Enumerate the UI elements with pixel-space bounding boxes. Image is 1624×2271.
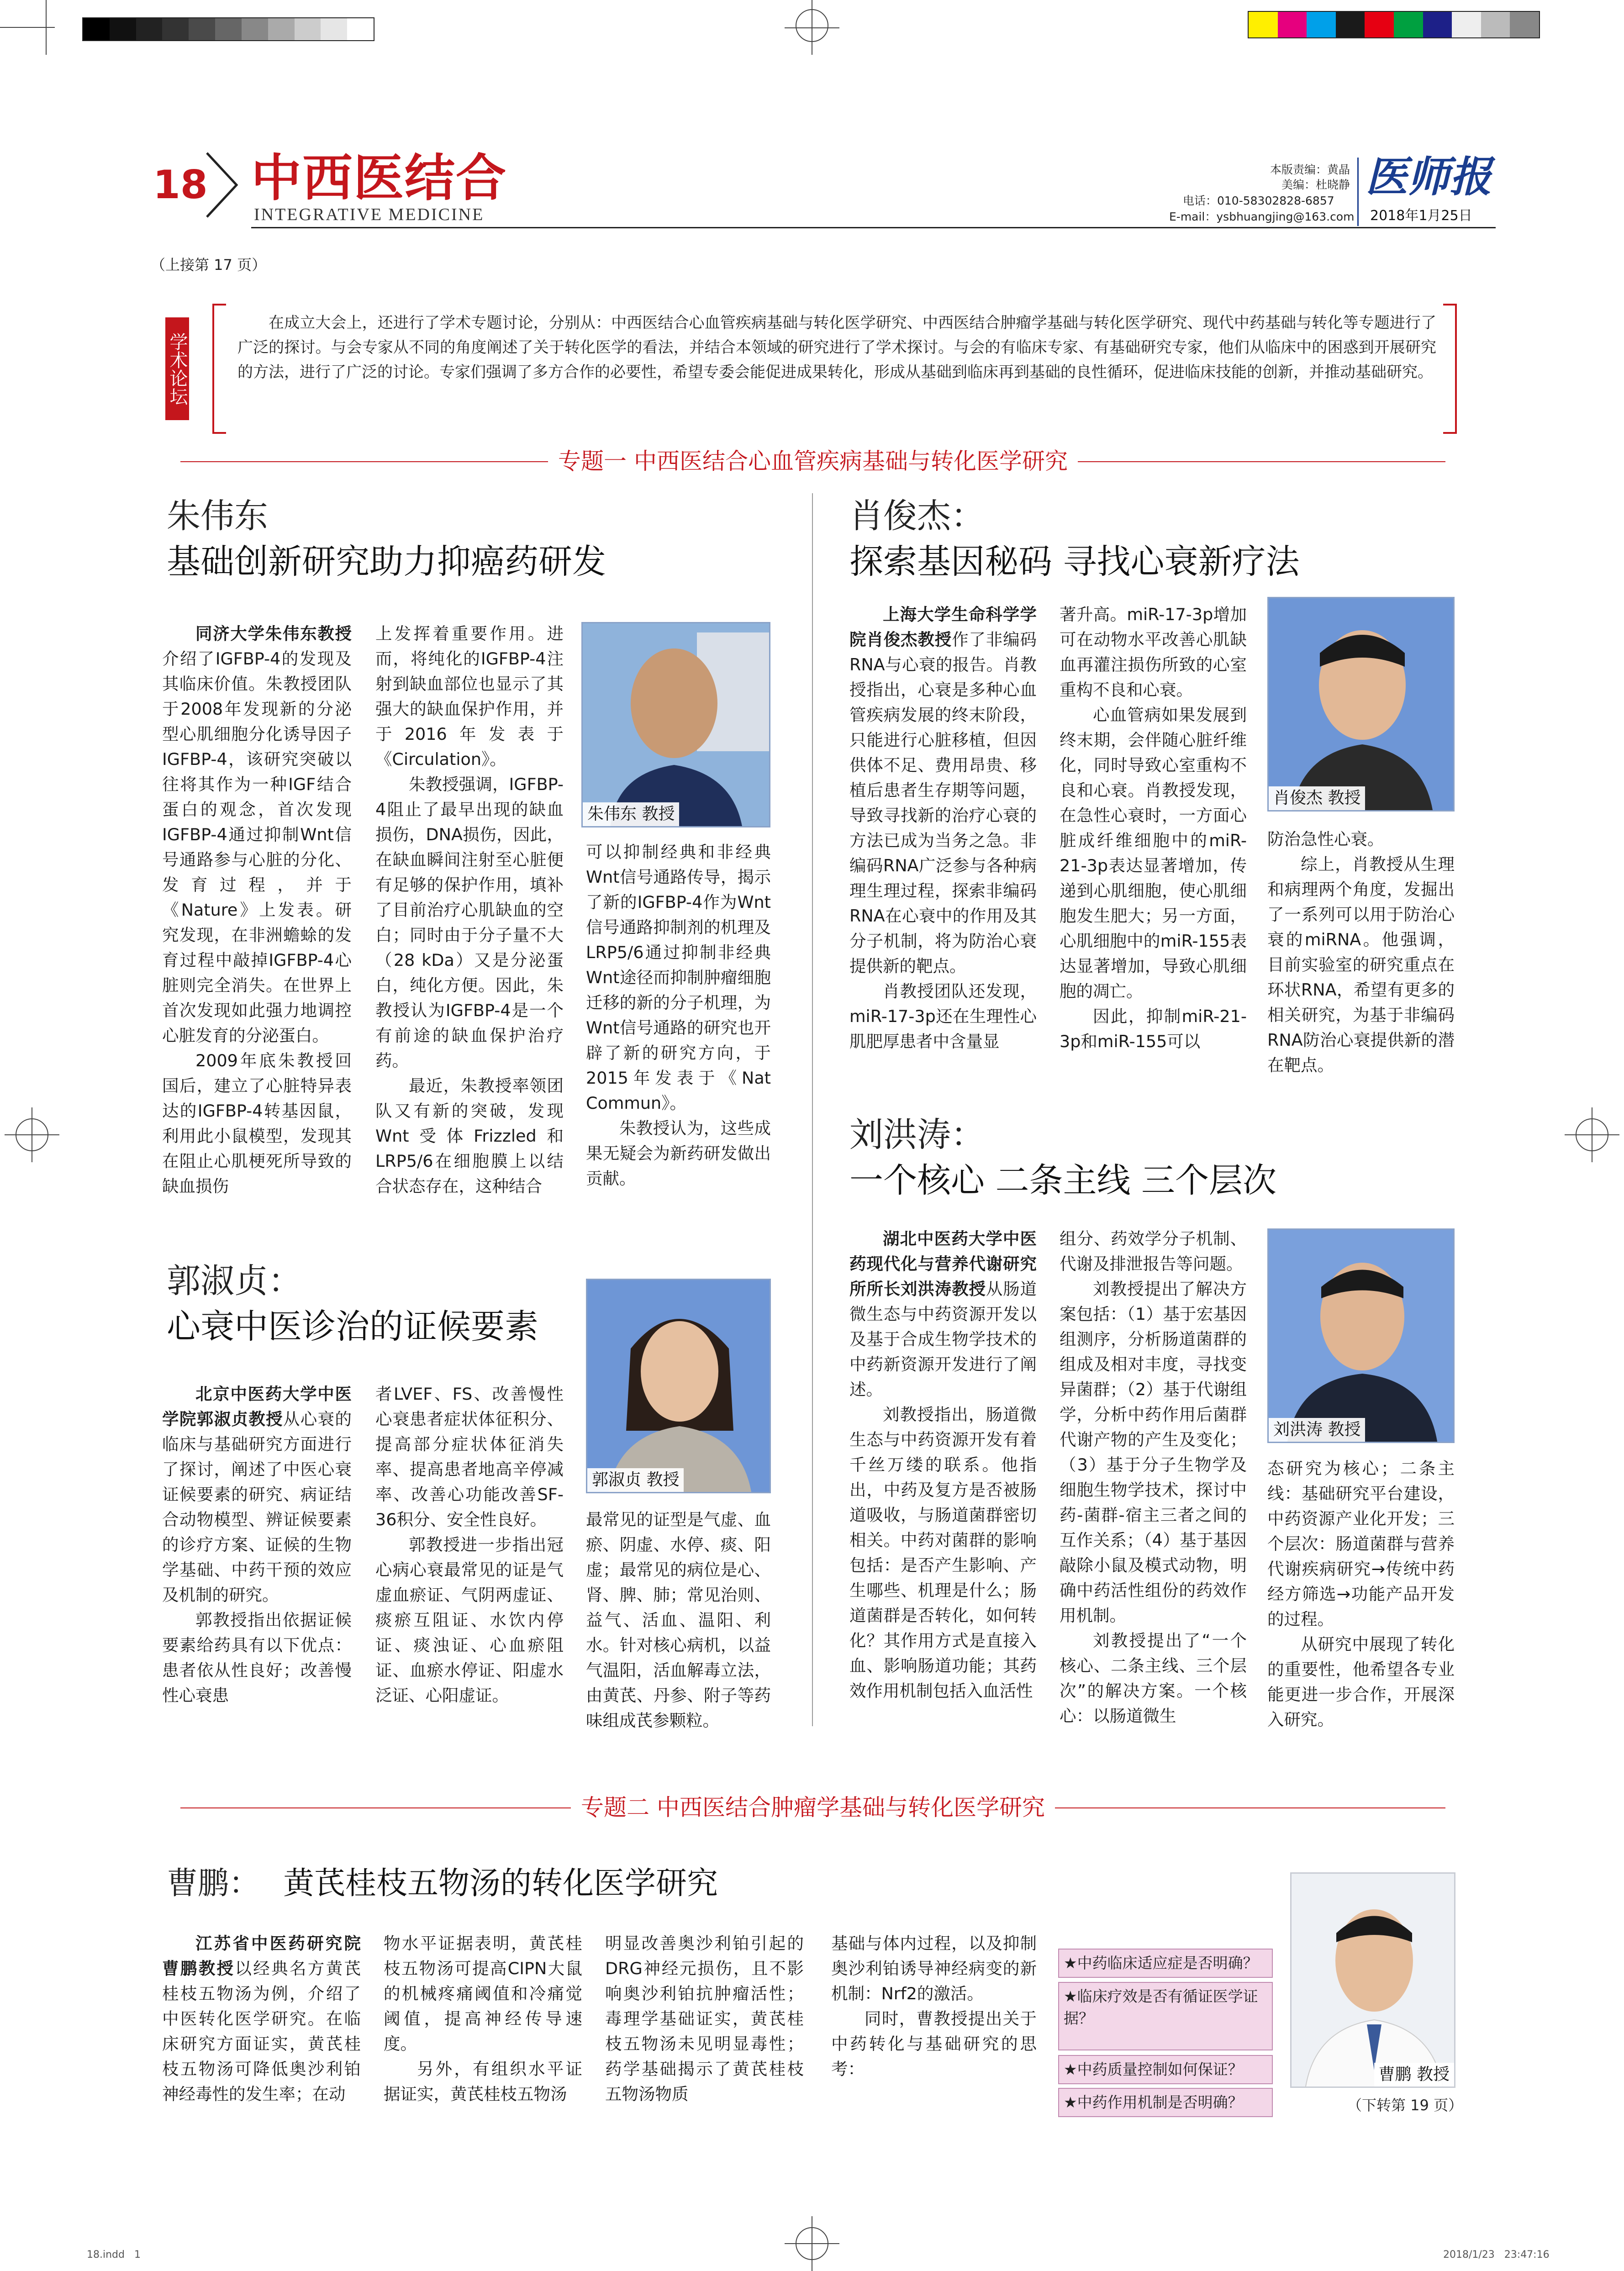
forum-intro: 在成立大会上，还进行了学术专题讨论，分别从：中西医结合心血管疾病基础与转化医学研究、中西医结合肿瘤学基础与转化医学研究、现代中药基础与转化等专题进行了广泛的探讨。与会专家从不同的角度阐述了关于转化医学的看法，并结合本领域的研究进行了学术探讨。与会的有临床专家、有基础研究专家，他们从临床中的困惑到开展研究的方法，进行了广泛的讨论。专家们强调了多方合作的必要性，希望专委会能促进成果转化，形成从基础到临床再到基础的良性循环，促进临床技能的创新，并推动基础研究。 bbox=[237, 314, 1436, 381]
crop-mark-left-top bbox=[0, 0, 55, 55]
registration-gray-strip bbox=[82, 17, 374, 41]
crop-mark-left-middle bbox=[5, 1107, 59, 1162]
header-rule bbox=[251, 227, 1496, 228]
issue-date: 2018年1月25日 bbox=[1370, 208, 1472, 224]
zhu-headline: 基础创新研究助力抑癌药研发 bbox=[167, 542, 606, 581]
guo-name: 郭淑贞： bbox=[167, 1261, 302, 1301]
xiao-name: 肖俊杰： bbox=[849, 496, 985, 536]
guo-col3: 最常见的证型是气虚、血瘀、阴虚、水停、痰、阳虚；最常见的病位是心、肾、脾、肺；常见治则、益气、活血、温阳、利水。针对核心病机，以益气温阳，活血解毒立法，由黄芪、丹参、附子等药味组成芪参颗粒。 bbox=[586, 1510, 771, 1730]
portrait-icon bbox=[1292, 1874, 1455, 2088]
liu-col3: 态研究为核心；二条主线：基础研究平台建设，中药资源产业化开发；三个层次：肠道菌群与营养代谢疾病研究→传统中药经方筛选→功能产品开发的过程。 从研究中展现了转化的重要性，他希望各专业能更进一步合作，开展深入研究。 bbox=[1267, 1459, 1455, 1729]
xiao-col3: 防治急性心衰。 综上，肖教授从生理和病理两个角度，发掘出了一系列可以用于防治心衰的miRNA。他强调，目前实验室的研究重点在环状RNA，希望有更多的相关研究，为基于非编码RNA防治心衰提供新的潜在靶点。 bbox=[1267, 829, 1455, 1075]
zhu-name: 朱伟东 bbox=[167, 496, 268, 536]
crop-mark-right-middle bbox=[1565, 1107, 1619, 1162]
slug-file: 18.indd 1 bbox=[87, 2249, 141, 2260]
guo-col1: 北京中医药大学中医学院郭淑贞教授从心衰的临床与基础研究方面进行了探讨，阐述了中医心衰证候要素的研究、病证结合动物模型、辨证候要素的诊疗方案、证候的生物学基础、中药干预的效应及机制的研究。 郭教授指出依据证候要素给药具有以下优点：患者依从性良好；改善慢性心衰患 bbox=[162, 1384, 352, 1705]
forum-tag bbox=[165, 317, 189, 420]
newspaper-name: 医师报 bbox=[1366, 153, 1492, 201]
topic1-title: 专题一 中西医结合心血管疾病基础与转化医学研究 bbox=[548, 448, 1078, 474]
forum-bracket-left bbox=[212, 304, 226, 434]
liu-col1: 湖北中医药大学中医药现代化与营养代谢研究所所长刘洪涛教授从肠道微生态与中药资源开发以及基于合成生物学技术的中药新资源开发进行了阐述。 刘教授指出，肠道微生态与中药资源开发有着千丝万缕的联系。他指出，中药及复方是否被肠道吸收，与肠道菌群密切相关。中药对菌群的影响包括：是否产生影响、产生哪些、机理是什么；肠道菌群是否转化，如何转化？其作用方式是直接入血、影响肠道功能；其药效作用机制包括入血活性 bbox=[849, 1229, 1037, 1701]
question-box-1: ★中药临床适应症是否明确？ bbox=[1058, 1949, 1273, 1978]
liu-caption: 刘洪涛 教授 bbox=[1269, 1418, 1365, 1442]
zhu-col3: 可以抑制经典和非经典Wnt信号通路传导，揭示了新的IGFBP-4作为Wnt信号通路抑制剂的机理及LRP5/6通过抑制非经典Wnt途径而抑制肿瘤细胞迁移的新的分子机理，为Wnt信号通路的研究也开辟了新的研究方向，于2015年发表于《Nat Commun》。 朱教授认为，这些成果无疑会为新药研发做出贡献。 bbox=[586, 842, 771, 1188]
guo-caption: 郭淑贞 教授 bbox=[587, 1468, 684, 1492]
cao-headline: 黄芪桂枝五物汤的转化医学研究 bbox=[283, 1865, 718, 1902]
xiao-photo bbox=[1267, 597, 1455, 811]
topic2-bar bbox=[180, 1794, 1445, 1821]
portrait-icon bbox=[583, 623, 770, 827]
liu-photo bbox=[1267, 1228, 1455, 1443]
topic1-bar bbox=[180, 448, 1445, 475]
editor-info bbox=[1213, 162, 1350, 192]
forum-tag-label: 学术论坛 bbox=[167, 332, 188, 406]
email-line: E-mail：ysbhuangjing@163.com bbox=[1169, 210, 1355, 223]
crop-mark-top-center bbox=[785, 0, 839, 55]
portrait-icon bbox=[1269, 598, 1455, 811]
xiao-col1: 上海大学生命科学学院肖俊杰教授作了非编码RNA与心衰的报告。肖教授指出，心衰是多种心血管疾病发展的终末阶段，只能进行心脏移植，但因供体不足、费用昂贵、移植后患者生存期等问题，导致寻找新的治疗心衰的方法已成为当务之急。非编码RNA广泛参与各种病理生理过程，探索非编码RNA在心衰中的作用及其分子机制，将为防治心衰提供新的靶点。 肖教授团队还发现，miR-17-3p还在生理性心肌肥厚患者中含量显 bbox=[849, 605, 1037, 1051]
zhu-photo bbox=[581, 622, 770, 827]
slug-timestamp: 2018/1/23 23:47:16 bbox=[1443, 2249, 1550, 2260]
cao-col4: 基础与体内过程，以及抑制奥沙利铂诱导神经病变的新机制：Nrf2的激活。 同时，曹教授提出关于中药转化与基础研究的思考： bbox=[831, 1934, 1037, 2079]
guo-lead: 北京中医药大学中医学院郭淑贞教授 bbox=[162, 1384, 352, 1429]
page-number: 18 bbox=[153, 162, 208, 208]
xiao-lead: 上海大学生命科学学院肖俊杰教授 bbox=[849, 605, 1037, 649]
guo-headline: 心衰中医诊治的证候要素 bbox=[167, 1307, 538, 1346]
crop-mark-bottom-center bbox=[785, 2216, 839, 2271]
xiao-headline: 探索基因秘码 寻找心衰新疗法 bbox=[849, 542, 1300, 581]
cao-photo bbox=[1290, 1872, 1455, 2088]
forum-bracket-right bbox=[1443, 304, 1457, 434]
question-box-4: ★中药作用机制是否明确？ bbox=[1058, 2088, 1273, 2117]
continued-from: （上接第 17 页） bbox=[151, 256, 267, 274]
masthead-divider bbox=[1357, 158, 1359, 226]
topic2-title: 专题二 中西医结合肿瘤学基础与转化医学研究 bbox=[571, 1794, 1055, 1821]
question-box-2: ★临床疗效是否有循证医学证据？ bbox=[1058, 1982, 1273, 2050]
zhu-col2: 上发挥着重要作用。进而，将纯化的IGFBP-4注射到缺血部位也显示了其强大的缺血保护作用，并于2016年发表于《Circulation》。 朱教授强调，IGFBP-4阻止了最早出现的缺血损伤，DNA损伤，因此，在缺血瞬间注射至心脏便有足够的保护作用，填补了目前治疗心肌缺血的空白；同时由于分子量不大（28 kDa）又是分泌蛋白，纯化方便。因此，朱教授认为IGFBP-4是一个有前途的缺血保护治疗药。 最近，朱教授率领团队又有新的突破，发现Wnt受体Frizzled和LRP5/6在细胞膜上以结合状态存在，这种结合 bbox=[375, 624, 564, 1196]
cao-col1: 江苏省中医药研究院曹鹏教授以经典名方黄芪桂枝五物汤为例，介绍了中医转化医学研究。在临床研究方面证实，黄芪桂枝五物汤可降低奥沙利铂神经毒性的发生率；在动 bbox=[162, 1934, 361, 2104]
liu-lead: 湖北中医药大学中医药现代化与营养代谢研究所所长刘洪涛教授 bbox=[849, 1229, 1037, 1299]
question-box-3: ★中药质量控制如何保证？ bbox=[1058, 2055, 1273, 2084]
portrait-icon bbox=[587, 1280, 771, 1493]
column-divider bbox=[812, 493, 813, 1726]
guo-col2: 者LVEF、FS、改善慢性心衰患者症状体征积分、提高部分症状体征消失率、提高患者地高辛停减率、改善心功能改善SF-36积分、安全性良好。 郭教授进一步指出冠心病心衰最常见的证是气虚血瘀证、气阴两虚证、痰瘀互阻证、水饮内停证、痰浊证、心血瘀阻证、血瘀水停证、阳虚水泛证、心阳虚证。 bbox=[375, 1384, 564, 1705]
xiao-col2: 著升高。miR-17-3p增加可在动物水平改善心肌缺血再灌注损伤所致的心室重构不良和心衰。 心血管病如果发展到终末期，会伴随心脏纤维化，同时导致心室重构不良和心衰。肖教授发现，在急性心衰时，一方面心脏成纤维细胞中的miR-21-3p表达显著增加，传递到心肌细胞，使心肌细胞发生肥大；另一方面，心肌细胞中的miR-155表达显著增加，导致心肌细胞的凋亡。 因此，抑制miR-21-3p和miR-155可以 bbox=[1060, 605, 1247, 1051]
registration-color-strip bbox=[1248, 11, 1540, 38]
xiao-caption: 肖俊杰 教授 bbox=[1269, 786, 1365, 810]
cao-caption: 曹鹏 教授 bbox=[1374, 2063, 1454, 2087]
zhu-col1: 同济大学朱伟东教授介绍了IGFBP-4的发现及其临床价值。朱教授团队于2008年发现新的分泌型心肌细胞分化诱导因子IGFBP-4，该研究突破以往将其作为一种IGF结合蛋白的观念，首次发现IGFBP-4通过抑制Wnt信号通路参与心脏的分化、发育过程，并于《Nature》上发表。研究发现，在非洲蟾蜍的发育过程中敲掉IGFBP-4心脏则完全消失。在世界上首次发现如此强力地调控心脏发育的分泌蛋白。 2009年底朱教授回国后，建立了心脏特异表达的IGFBP-4转基因鼠，利用此小鼠模型，发现其在阻止心肌梗死所导致的缺血损伤 bbox=[162, 624, 352, 1196]
section-subtitle: INTEGRATIVE MEDICINE bbox=[254, 205, 485, 224]
liu-headline: 一个核心 二条主线 三个层次 bbox=[849, 1161, 1277, 1200]
cao-name: 曹鹏： bbox=[167, 1865, 260, 1902]
designer-line: 美编：杜晓静 bbox=[1281, 178, 1350, 191]
cao-lead: 江苏省中医药研究院曹鹏教授 bbox=[162, 1934, 361, 1978]
liu-col2: 组分、药效学分子机制、代谢及排泄报告等问题。 刘教授提出了解决方案包括：（1）基于宏基因组测序，分析肠道菌群的组成及相对丰度，寻找变异菌群；（2）基于代谢组学，分析中药作用后菌群代谢产物的产生及变化；（3）基于分子生物学及细胞生物学技术，探讨中药-菌群-宿主三者之间的互作关系；（4）基于基因敲除小鼠及模式动物，明确中药活性组份的药效作用机制。 刘教授提出了“一个核心、二条主线、三个层次”的解决方案。一个核心：以肠道微生 bbox=[1060, 1229, 1247, 1726]
cao-col3: 明显改善奥沙利铂引起的DRG神经元损伤，且不影响奥沙利铂抗肿瘤活性；毒理学基础证实，黄芪桂枝五物汤未见明显毒性；药学基础揭示了黄芪桂枝五物汤物质 bbox=[605, 1934, 804, 2104]
portrait-icon bbox=[1269, 1230, 1455, 1443]
continued-to: （下转第 19 页） bbox=[1347, 2097, 1463, 2114]
liu-name: 刘洪涛： bbox=[849, 1115, 985, 1154]
guo-photo bbox=[586, 1279, 771, 1493]
cao-col2: 物水平证据表明，黄芪桂枝五物汤可提高CIPN大鼠的机械疼痛阈值和冷痛觉阈值，提高神经传导速度。 另外，有组织水平证据证实，黄芪桂枝五物汤 bbox=[384, 1934, 582, 2104]
section-title: 中西医结合 bbox=[251, 149, 507, 207]
zhu-lead: 同济大学朱伟东教授 bbox=[195, 624, 352, 643]
phone-line: 电话：010-58302828-6857 bbox=[1183, 194, 1334, 207]
zhu-caption: 朱伟东 教授 bbox=[583, 802, 679, 826]
chevron-icon bbox=[205, 151, 241, 219]
editor-line: 本版责编：黄晶 bbox=[1270, 163, 1350, 176]
